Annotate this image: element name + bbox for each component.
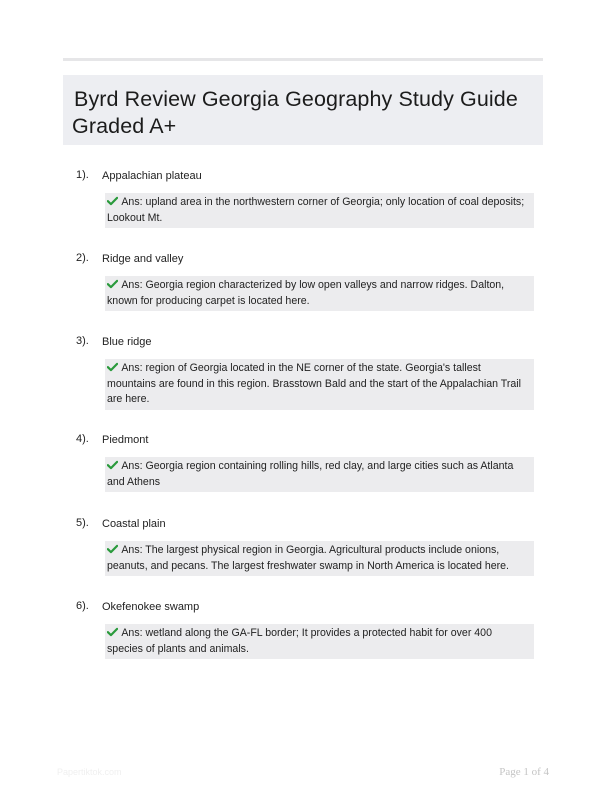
question-term: Coastal plain bbox=[102, 518, 166, 530]
answer-box bbox=[105, 541, 534, 576]
top-divider bbox=[63, 58, 543, 61]
checkmark-icon bbox=[107, 627, 118, 637]
answer-text: Ans: wetland along the GA-FL border; It provides a protected habit for over 400 species of plants and animals. bbox=[107, 627, 492, 655]
checkmark-icon bbox=[107, 460, 118, 470]
answer-box bbox=[105, 359, 534, 410]
question-term: Appalachian plateau bbox=[102, 170, 202, 182]
page-title-line-2: Graded A+ bbox=[72, 114, 177, 138]
answer-text: Ans: Georgia region containing rolling hills, red clay, and large cities such as Atlanta and Athens bbox=[107, 460, 514, 488]
page-number: Page 1 of 4 bbox=[499, 766, 549, 778]
question-term: Blue ridge bbox=[102, 336, 152, 348]
answer-text: Ans: region of Georgia located in the NE corner of the state. Georgia's tallest mountains are found in this region. Brasstown Bald and the start of the Appalachian Trail are here. bbox=[107, 362, 521, 405]
page-title-line-1: Byrd Review Georgia Geography Study Guide bbox=[74, 87, 518, 111]
item-number: 1). bbox=[76, 169, 89, 181]
item-number: 5). bbox=[76, 517, 89, 529]
answer-text: Ans: upland area in the northwestern corner of Georgia; only location of coal deposits; Lookout Mt. bbox=[107, 196, 525, 224]
checkmark-icon bbox=[107, 279, 118, 289]
question-term: Ridge and valley bbox=[102, 253, 184, 265]
checkmark-icon bbox=[107, 196, 118, 206]
checkmark-icon bbox=[107, 362, 118, 372]
answer-box bbox=[105, 457, 534, 492]
item-number: 3). bbox=[76, 335, 89, 347]
item-number: 2). bbox=[76, 252, 89, 264]
question-term: Piedmont bbox=[102, 434, 149, 446]
question-term: Okefenokee swamp bbox=[102, 601, 200, 613]
answer-box bbox=[105, 624, 534, 659]
checkmark-icon bbox=[107, 544, 118, 554]
answer-box bbox=[105, 193, 534, 228]
answer-text: Ans: The largest physical region in Georgia. Agricultural products include onions, peanuts, and pecans. The largest freshwater swamp in North America is located here. bbox=[107, 544, 509, 572]
answer-box bbox=[105, 276, 534, 311]
answer-text: Ans: Georgia region characterized by low open valleys and narrow ridges. Dalton, known for producing carpet is located here. bbox=[107, 279, 505, 307]
item-number: 4). bbox=[76, 433, 89, 445]
page-title bbox=[72, 86, 535, 140]
item-number: 6). bbox=[76, 600, 89, 612]
title-banner bbox=[63, 75, 543, 145]
footer-watermark: Papertiktok.com bbox=[57, 767, 122, 777]
